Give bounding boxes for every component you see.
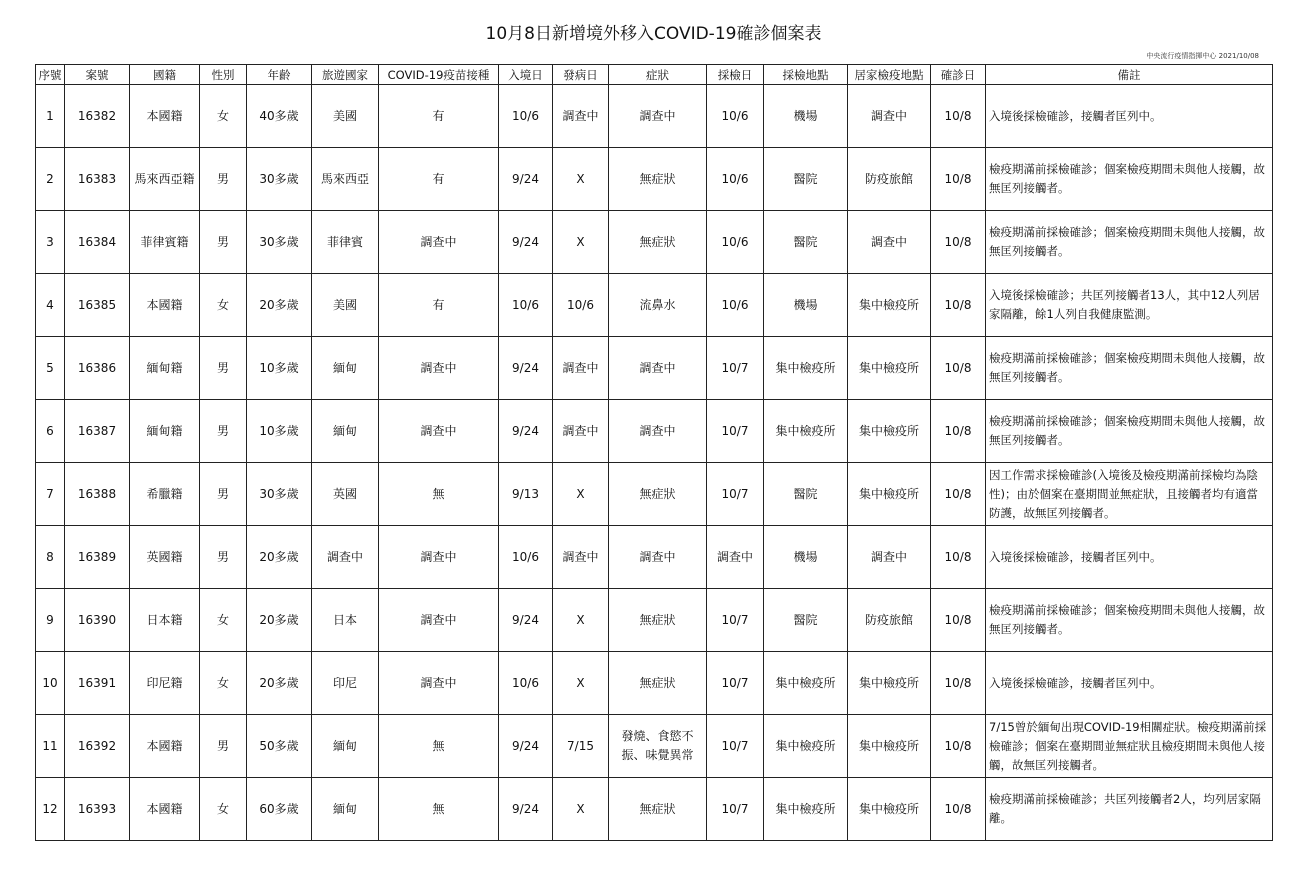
cell-note: 入境後採檢確診，接觸者匡列中。: [986, 85, 1273, 148]
cell-quarantine: 集中檢疫所: [848, 463, 931, 526]
cell-quarantine: 集中檢疫所: [848, 337, 931, 400]
cell-vaccine: 調查中: [379, 652, 499, 715]
cell-travel: 菲律賓: [312, 211, 379, 274]
cell-sex: 男: [200, 463, 247, 526]
cell-vaccine: 調查中: [379, 526, 499, 589]
cell-note: 入境後採檢確診；共匡列接觸者13人，其中12人列居家隔離，餘1人列自我健康監測。: [986, 274, 1273, 337]
cell-quarantine: 防疫旅館: [848, 589, 931, 652]
cell-confirm: 10/8: [931, 589, 986, 652]
cell-case: 16383: [65, 148, 130, 211]
cell-travel: 美國: [312, 274, 379, 337]
table-row: [36, 715, 1273, 778]
cell-sex: 女: [200, 85, 247, 148]
cell-confirm: 10/8: [931, 148, 986, 211]
cell-quarantine: 調查中: [848, 526, 931, 589]
case-table: [35, 64, 1273, 841]
cell-test-date: 10/7: [707, 652, 764, 715]
cell-sex: 男: [200, 526, 247, 589]
cell-confirm: 10/8: [931, 526, 986, 589]
cell-seq: 6: [36, 400, 65, 463]
cell-case: 16386: [65, 337, 130, 400]
cell-symptom: 無症狀: [609, 211, 707, 274]
cell-case: 16393: [65, 778, 130, 841]
cell-test-place: 集中檢疫所: [764, 715, 848, 778]
cell-travel: 馬來西亞: [312, 148, 379, 211]
cell-symptom: 調查中: [609, 85, 707, 148]
cell-case: 16385: [65, 274, 130, 337]
cell-onset: X: [553, 652, 609, 715]
header-entry: 入境日: [499, 65, 553, 85]
cell-nationality: 緬甸籍: [130, 400, 200, 463]
cell-age: 20多歲: [247, 526, 312, 589]
cell-entry: 9/24: [499, 211, 553, 274]
cell-age: 10多歲: [247, 337, 312, 400]
cell-vaccine: 調查中: [379, 337, 499, 400]
cell-note: 入境後採檢確診，接觸者匡列中。: [986, 652, 1273, 715]
header-note: 備註: [986, 65, 1273, 85]
cell-test-place: 機場: [764, 85, 848, 148]
table-row: [36, 274, 1273, 337]
cell-age: 20多歲: [247, 652, 312, 715]
cell-age: 10多歲: [247, 400, 312, 463]
cell-travel: 緬甸: [312, 778, 379, 841]
cell-onset: X: [553, 778, 609, 841]
cell-onset: 調查中: [553, 85, 609, 148]
cell-vaccine: 調查中: [379, 211, 499, 274]
cell-symptom: 調查中: [609, 337, 707, 400]
cell-test-date: 10/6: [707, 85, 764, 148]
cell-quarantine: 集中檢疫所: [848, 715, 931, 778]
header-age: 年齡: [247, 65, 312, 85]
cell-nationality: 印尼籍: [130, 652, 200, 715]
cell-confirm: 10/8: [931, 85, 986, 148]
cell-quarantine: 集中檢疫所: [848, 778, 931, 841]
cell-nationality: 菲律賓籍: [130, 211, 200, 274]
cell-seq: 3: [36, 211, 65, 274]
table-row: [36, 337, 1273, 400]
cell-vaccine: 調查中: [379, 400, 499, 463]
cell-confirm: 10/8: [931, 337, 986, 400]
cell-seq: 8: [36, 526, 65, 589]
cell-travel: 緬甸: [312, 337, 379, 400]
cell-travel: 緬甸: [312, 715, 379, 778]
cell-entry: 10/6: [499, 274, 553, 337]
cell-test-place: 醫院: [764, 148, 848, 211]
cell-seq: 10: [36, 652, 65, 715]
cell-entry: 9/13: [499, 463, 553, 526]
cell-sex: 男: [200, 715, 247, 778]
cell-entry: 10/6: [499, 526, 553, 589]
cell-onset: 調查中: [553, 337, 609, 400]
cell-nationality: 日本籍: [130, 589, 200, 652]
cell-age: 30多歲: [247, 148, 312, 211]
cell-age: 50多歲: [247, 715, 312, 778]
cell-sex: 女: [200, 274, 247, 337]
cell-symptom: 調查中: [609, 526, 707, 589]
cell-note: 檢疫期滿前採檢確診；個案檢疫期間未與他人接觸，故無匡列接觸者。: [986, 148, 1273, 211]
header-seq: 序號: [36, 65, 65, 85]
cell-test-place: 機場: [764, 274, 848, 337]
cell-vaccine: 無: [379, 778, 499, 841]
cell-travel: 日本: [312, 589, 379, 652]
cell-test-date: 調查中: [707, 526, 764, 589]
cell-vaccine: 調查中: [379, 589, 499, 652]
cell-note: 入境後採檢確診，接觸者匡列中。: [986, 526, 1273, 589]
cell-confirm: 10/8: [931, 400, 986, 463]
cell-onset: X: [553, 148, 609, 211]
header-quarantine: 居家檢疫地點: [848, 65, 931, 85]
cell-symptom: 無症狀: [609, 652, 707, 715]
cell-case: 16388: [65, 463, 130, 526]
table-row: [36, 148, 1273, 211]
cell-seq: 7: [36, 463, 65, 526]
table-row: [36, 589, 1273, 652]
cell-age: 60多歲: [247, 778, 312, 841]
cell-onset: X: [553, 463, 609, 526]
cell-test-place: 集中檢疫所: [764, 652, 848, 715]
header-confirm: 確診日: [931, 65, 986, 85]
cell-nationality: 本國籍: [130, 85, 200, 148]
cell-test-place: 集中檢疫所: [764, 337, 848, 400]
table-row: [36, 211, 1273, 274]
cell-case: 16387: [65, 400, 130, 463]
header-vaccine: COVID-19疫苗接種: [379, 65, 499, 85]
cell-note: 檢疫期滿前採檢確診；共匡列接觸者2人，均列居家隔離。: [986, 778, 1273, 841]
cell-vaccine: 有: [379, 148, 499, 211]
cell-symptom: 發燒、食慾不振、味覺異常: [609, 715, 707, 778]
cell-age: 40多歲: [247, 85, 312, 148]
cell-seq: 2: [36, 148, 65, 211]
cell-symptom: 無症狀: [609, 463, 707, 526]
cell-sex: 男: [200, 148, 247, 211]
table-row: [36, 778, 1273, 841]
cell-quarantine: 調查中: [848, 85, 931, 148]
cell-quarantine: 集中檢疫所: [848, 274, 931, 337]
cell-symptom: 無症狀: [609, 778, 707, 841]
cell-sex: 女: [200, 652, 247, 715]
cell-nationality: 本國籍: [130, 715, 200, 778]
cell-sex: 女: [200, 778, 247, 841]
cell-nationality: 緬甸籍: [130, 337, 200, 400]
cell-nationality: 本國籍: [130, 274, 200, 337]
cell-seq: 5: [36, 337, 65, 400]
cell-test-date: 10/6: [707, 274, 764, 337]
table-row: [36, 85, 1273, 148]
cell-nationality: 英國籍: [130, 526, 200, 589]
cell-vaccine: 有: [379, 85, 499, 148]
header-travel: 旅遊國家: [312, 65, 379, 85]
header-sex: 性別: [200, 65, 247, 85]
header-nationality: 國籍: [130, 65, 200, 85]
table-row: [36, 463, 1273, 526]
cell-confirm: 10/8: [931, 652, 986, 715]
cell-travel: 緬甸: [312, 400, 379, 463]
table-row: [36, 526, 1273, 589]
cell-case: 16390: [65, 589, 130, 652]
cell-test-date: 10/7: [707, 589, 764, 652]
cell-entry: 10/6: [499, 85, 553, 148]
cell-sex: 女: [200, 589, 247, 652]
cell-travel: 調查中: [312, 526, 379, 589]
cell-nationality: 本國籍: [130, 778, 200, 841]
cell-entry: 9/24: [499, 778, 553, 841]
cell-case: 16384: [65, 211, 130, 274]
cell-nationality: 馬來西亞籍: [130, 148, 200, 211]
table-row: [36, 400, 1273, 463]
cell-case: 16391: [65, 652, 130, 715]
table-row: [36, 652, 1273, 715]
cell-quarantine: 集中檢疫所: [848, 652, 931, 715]
cell-test-place: 集中檢疫所: [764, 778, 848, 841]
cell-note: 因工作需求採檢確診(入境後及檢疫期滿前採檢均為陰性)；由於個案在臺期間並無症狀，且接觸者均有適當防護，故無匡列接觸者。: [986, 463, 1273, 526]
cell-test-date: 10/6: [707, 211, 764, 274]
cell-age: 30多歲: [247, 463, 312, 526]
cell-symptom: 調查中: [609, 400, 707, 463]
cell-vaccine: 有: [379, 274, 499, 337]
cell-sex: 男: [200, 211, 247, 274]
page-title: 10月8日新增境外移入COVID-19確診個案表: [485, 24, 822, 44]
cell-confirm: 10/8: [931, 715, 986, 778]
cell-note: 檢疫期滿前採檢確診；個案檢疫期間未與他人接觸，故無匡列接觸者。: [986, 400, 1273, 463]
header-row: [36, 65, 1273, 85]
cell-travel: 美國: [312, 85, 379, 148]
cell-case: 16392: [65, 715, 130, 778]
header-case: 案號: [65, 65, 130, 85]
cell-note: 檢疫期滿前採檢確診；個案檢疫期間未與他人接觸，故無匡列接觸者。: [986, 589, 1273, 652]
cell-seq: 12: [36, 778, 65, 841]
cell-seq: 4: [36, 274, 65, 337]
cell-age: 20多歲: [247, 274, 312, 337]
cell-entry: 9/24: [499, 337, 553, 400]
cell-onset: X: [553, 211, 609, 274]
cell-note: 7/15曾於緬甸出現COVID-19相關症狀。檢疫期滿前採檢確診；個案在臺期間並無症狀且檢疫期間未與他人接觸，故無匡列接觸者。: [986, 715, 1273, 778]
case-rows: [36, 85, 1273, 841]
cell-onset: 10/6: [553, 274, 609, 337]
cell-sex: 男: [200, 400, 247, 463]
header-onset: 發病日: [553, 65, 609, 85]
cell-case: 16382: [65, 85, 130, 148]
cell-symptom: 流鼻水: [609, 274, 707, 337]
cell-onset: 調查中: [553, 400, 609, 463]
header-test-place: 採檢地點: [764, 65, 848, 85]
cell-quarantine: 調查中: [848, 211, 931, 274]
cell-onset: X: [553, 589, 609, 652]
cell-vaccine: 無: [379, 715, 499, 778]
source-label: 中央流行疫情指揮中心 2021/10/08: [1146, 52, 1259, 60]
cell-test-date: 10/7: [707, 778, 764, 841]
cell-test-place: 醫院: [764, 211, 848, 274]
cell-quarantine: 集中檢疫所: [848, 400, 931, 463]
cell-quarantine: 防疫旅館: [848, 148, 931, 211]
cell-entry: 9/24: [499, 589, 553, 652]
cell-test-place: 醫院: [764, 463, 848, 526]
cell-test-date: 10/7: [707, 463, 764, 526]
header-test-date: 採檢日: [707, 65, 764, 85]
cell-test-date: 10/7: [707, 400, 764, 463]
cell-vaccine: 無: [379, 463, 499, 526]
cell-entry: 9/24: [499, 400, 553, 463]
cell-entry: 9/24: [499, 715, 553, 778]
cell-confirm: 10/8: [931, 778, 986, 841]
cell-case: 16389: [65, 526, 130, 589]
cell-travel: 印尼: [312, 652, 379, 715]
cell-symptom: 無症狀: [609, 148, 707, 211]
cell-note: 檢疫期滿前採檢確診；個案檢疫期間未與他人接觸，故無匡列接觸者。: [986, 211, 1273, 274]
cell-confirm: 10/8: [931, 211, 986, 274]
cell-sex: 男: [200, 337, 247, 400]
cell-test-place: 集中檢疫所: [764, 400, 848, 463]
cell-symptom: 無症狀: [609, 589, 707, 652]
cell-seq: 1: [36, 85, 65, 148]
cell-test-place: 醫院: [764, 589, 848, 652]
cell-confirm: 10/8: [931, 274, 986, 337]
cell-entry: 9/24: [499, 148, 553, 211]
cell-seq: 9: [36, 589, 65, 652]
cell-test-place: 機場: [764, 526, 848, 589]
cell-onset: 調查中: [553, 526, 609, 589]
cell-seq: 11: [36, 715, 65, 778]
cell-entry: 10/6: [499, 652, 553, 715]
cell-age: 20多歲: [247, 589, 312, 652]
cell-confirm: 10/8: [931, 463, 986, 526]
cell-test-date: 10/7: [707, 715, 764, 778]
cell-age: 30多歲: [247, 211, 312, 274]
cell-test-date: 10/6: [707, 148, 764, 211]
cell-nationality: 希臘籍: [130, 463, 200, 526]
header-symptom: 症狀: [609, 65, 707, 85]
cell-onset: 7/15: [553, 715, 609, 778]
cell-travel: 英國: [312, 463, 379, 526]
cell-note: 檢疫期滿前採檢確診；個案檢疫期間未與他人接觸，故無匡列接觸者。: [986, 337, 1273, 400]
cell-test-date: 10/7: [707, 337, 764, 400]
